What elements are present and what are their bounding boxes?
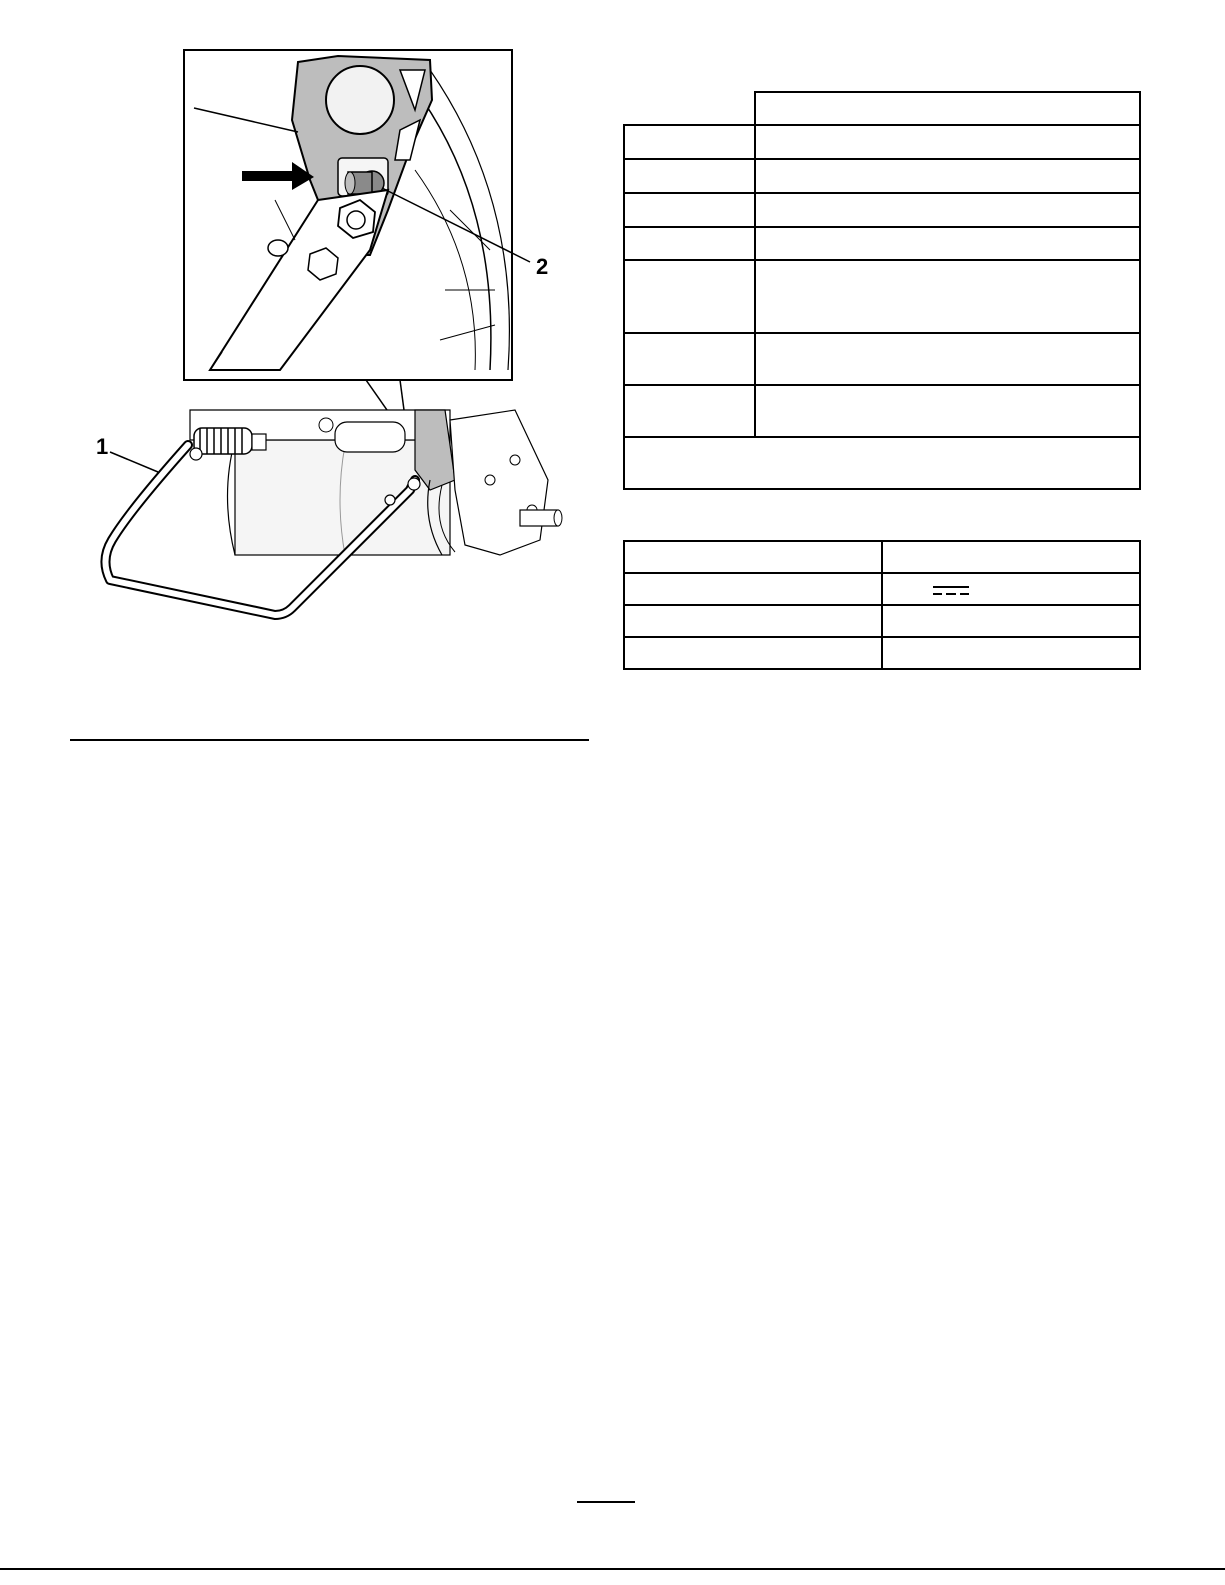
table-row (624, 637, 1140, 669)
specification-table (623, 91, 1141, 490)
footer-rule (0, 1568, 1225, 1570)
spring (194, 428, 252, 454)
table-row (624, 227, 1140, 260)
table-row (624, 437, 1140, 489)
mounting-illustration (70, 40, 590, 640)
callout-1: 1 (96, 434, 109, 459)
table-row (624, 159, 1140, 193)
direct-current-icon (933, 584, 969, 596)
table-row (624, 92, 1140, 125)
table-row (624, 193, 1140, 227)
table-row (624, 605, 1140, 637)
callout-2: 2 (536, 254, 549, 279)
page-number-underline (577, 1501, 635, 1503)
table-row (624, 573, 1140, 605)
gearbox (450, 410, 548, 555)
table-row (624, 260, 1140, 333)
table-row (624, 385, 1140, 437)
section-divider (70, 739, 589, 741)
table-row (624, 125, 1140, 159)
table-row (624, 541, 1140, 573)
table-row (624, 333, 1140, 385)
electrical-table (623, 540, 1141, 670)
